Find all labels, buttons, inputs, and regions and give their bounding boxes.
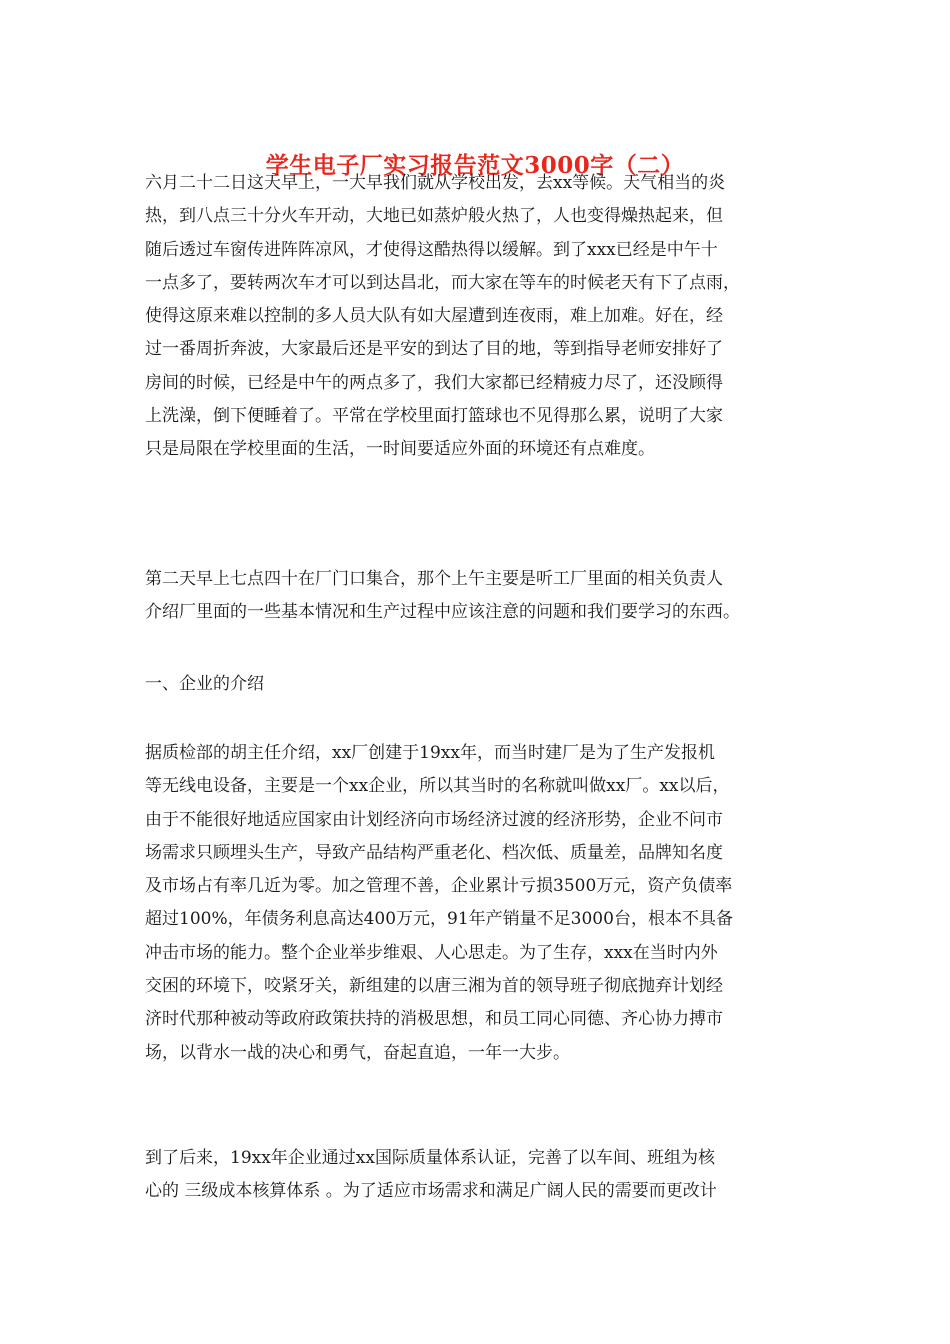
text-line: 热，到八点三十分火车开动，大地已如蒸炉般火热了，人也变得燥热起来，但 (145, 206, 723, 227)
text-line: 由于不能很好地适应国家由计划经济向市场经济过渡的经济形势，企业不问市 (145, 809, 723, 830)
text-line: 济时代那种被动等政府政策扶持的消极思想，和员工同心同德、齐心协力搏市 (145, 1009, 723, 1030)
text-line: 第二天早上七点四十在厂门口集合，那个上午主要是听工厂里面的相关负责人 (145, 569, 723, 589)
text-line: 场，以背水一战的决心和勇气，奋起直追，一年一大步。 (145, 1042, 570, 1063)
text-line: 过一番周折奔波，大家最后还是平安的到达了目的地，等到指导老师安排好了 (145, 339, 723, 360)
text-line: 心的 三级成本核算体系 。为了适应市场需求和满足广阔人民的需要而更改计 (145, 1181, 717, 1202)
text-line: 据质检部的胡主任介绍，xx厂创建于19xx年，而当时建厂是为了生产发报机 (145, 743, 715, 763)
text-line: 冲击市场的能力。整个企业举步维艰、人心思走。为了生存，xxx在当时内外 (145, 942, 718, 963)
document-title: 学生电子厂实习报告范文3000字（二） (265, 152, 685, 179)
text-line: 随后透过车窗传进阵阵凉风，才使得这酷热得以缓解。到了xxx已经是中午十 (145, 239, 718, 260)
text-line: 上洗澡，倒下便睡着了。平常在学校里面打篮球也不见得那么累，说明了大家 (145, 406, 723, 427)
text-line: 房间的时候，已经是中午的两点多了，我们大家都已经精疲力尽了，还没顾得 (145, 372, 723, 393)
paragraph-3 (145, 737, 805, 1070)
text-line: 一点多了，要转两次车才可以到达昌北，而大家在等车的时候老天有下了点雨， (145, 272, 740, 293)
text-line: 等无线电设备，主要是一个xx企业，所以其当时的名称就叫做xx厂。xx以后， (145, 776, 730, 797)
text-line: 六月二十二日这天早上，一大早我们就从学校出发，去xx等候。天气相当的炎 (145, 173, 726, 193)
text-line: 使得这原来难以控制的多人员大队有如大屋遭到连夜雨，难上加难。好在，经 (145, 306, 723, 327)
section-heading (145, 668, 805, 701)
paragraph-2 (145, 563, 805, 630)
text-line: 场需求只顾埋头生产，导致产品结构严重老化、档次低、质量差，品牌知名度 (145, 842, 723, 863)
text-line: 到了后来，19xx年企业通过xx国际质量体系认证，完善了以车间、班组为核 (145, 1148, 715, 1168)
text-line: 介绍厂里面的一些基本情况和生产过程中应该注意的问题和我们要学习的东西。 (145, 602, 740, 623)
paragraph-4 (145, 1142, 805, 1209)
text-line: 超过100%，年债务利息高达400万元，91年产销量不足3000台，根本不具备 (145, 909, 733, 930)
paragraph-1 (145, 167, 805, 467)
text-line: 一、企业的介绍 (145, 674, 264, 694)
text-line: 只是局限在学校里面的生活，一时间要适应外面的环境还有点难度。 (145, 439, 655, 460)
text-line: 交困的环境下，咬紧牙关，新组建的以唐三湘为首的领导班子彻底抛弃计划经 (145, 976, 723, 997)
text-line: 及市场占有率几近为零。加之管理不善，企业累计亏损3500万元，资产负债率 (145, 876, 733, 897)
